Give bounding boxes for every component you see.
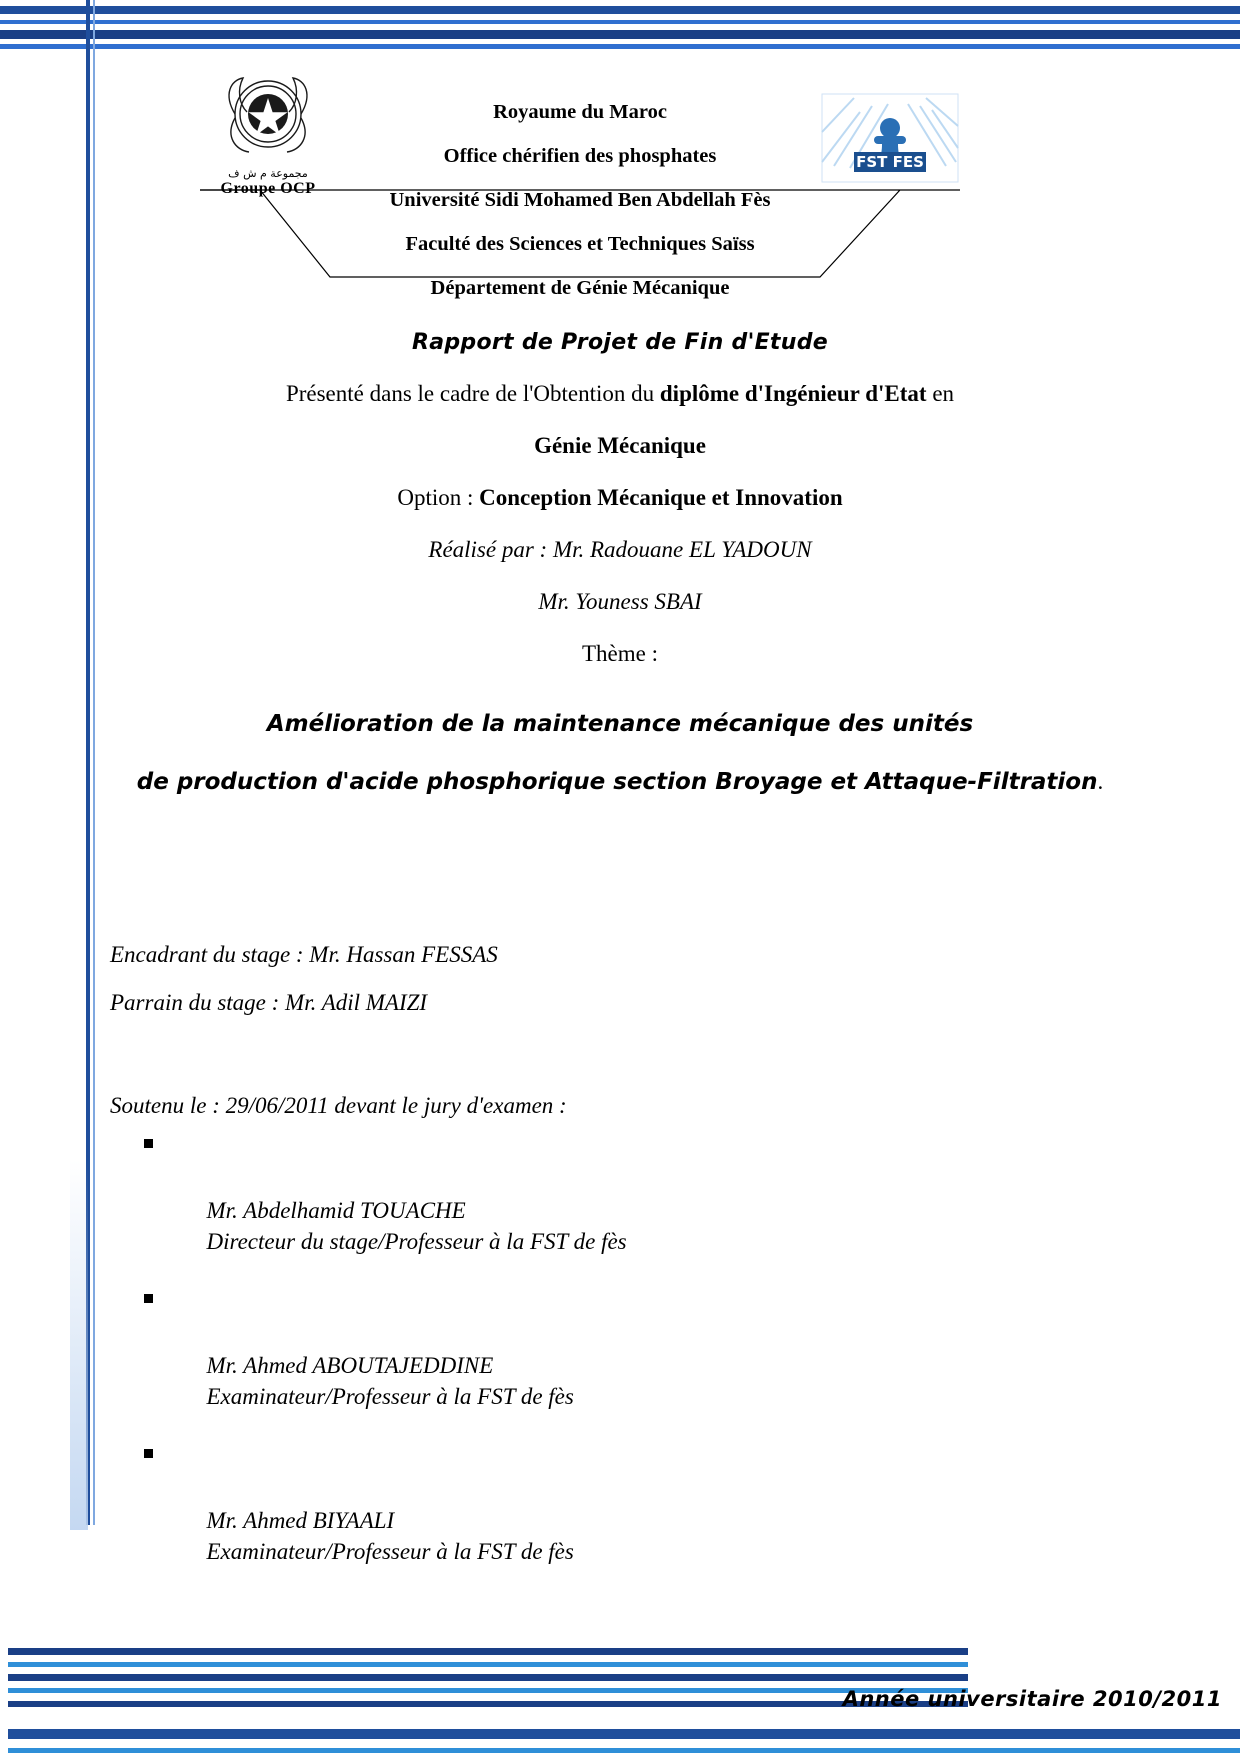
jury-member-name: Mr. Ahmed ABOUTAJEDDINE: [206, 1353, 494, 1378]
header-line-2: Office chérifien des phosphates: [443, 145, 717, 167]
list-item: [110, 1443, 1130, 1598]
author-line-2: Mr. Youness SBAI: [538, 589, 702, 614]
bullet-icon: [144, 1294, 153, 1303]
top-bar-4: [0, 44, 1240, 49]
header-line-4: Faculté des Sciences et Techniques Saïss: [405, 233, 755, 255]
presented-bold: diplôme d'Ingénieur d'Etat: [659, 381, 927, 406]
jury-member-name: Mr. Abdelhamid TOUACHE: [206, 1198, 466, 1223]
list-item: [110, 1133, 1130, 1288]
cover-content: [110, 330, 1130, 1598]
institution-header: [200, 62, 960, 307]
bottom-bar-4: [8, 1688, 968, 1693]
supervision-block: [110, 931, 1130, 1027]
bullet-icon: [144, 1139, 153, 1148]
jury-member-role: Directeur du stage/Professeur à la FST de fès: [206, 1229, 627, 1254]
option-line: [110, 485, 1130, 511]
presented-line: [110, 381, 1130, 407]
bottom-bar-5: [8, 1701, 968, 1707]
header-line-3: Université Sidi Mohamed Ben Abdellah Fès: [389, 189, 771, 211]
bottom-bar-3: [8, 1674, 968, 1681]
institution-header-lines: [200, 90, 960, 310]
report-kicker: Rapport de Projet de Fin d'Etude: [412, 330, 828, 355]
footer-academic-year: Année universitaire 2010/2011: [842, 1687, 1222, 1711]
encadrant-line: Encadrant du stage : Mr. Hassan FESSAS: [110, 942, 498, 967]
left-gradient-accent: [70, 1160, 88, 1530]
top-bar-3: [0, 30, 1240, 39]
jury-member-role: Examinateur/Professeur à la FST de fès: [206, 1539, 574, 1564]
bullet-icon: [144, 1449, 153, 1458]
top-bar-2: [0, 20, 1240, 24]
theme-title-period: .: [1097, 769, 1104, 794]
jury-member-name: Mr. Ahmed BIYAALI: [206, 1508, 395, 1533]
bottom-decorative-bars: [0, 1630, 1240, 1755]
bottom-bar-2: [8, 1662, 968, 1667]
header-line-1: Royaume du Maroc: [493, 101, 667, 123]
top-decorative-bars: [0, 0, 1240, 60]
option-value: Conception Mécanique et Innovation: [479, 485, 843, 510]
bottom-bar-6: [8, 1729, 1240, 1739]
ocp-logo-arabic: مجموعة م ش ف: [228, 167, 308, 180]
theme-label: Thème :: [582, 641, 658, 666]
ocp-logo-caption: Groupe OCP: [220, 180, 316, 197]
top-bar-1: [0, 6, 1240, 14]
jury-list: [110, 1133, 1130, 1598]
theme-title-line-1: Amélioration de la maintenance mécanique des unités: [266, 711, 974, 737]
fst-logo-caption: FST FES: [856, 153, 924, 171]
theme-title-line-2: de production d'acide phosphorique section Broyage et Attaque-Filtration: [136, 769, 1098, 795]
list-item: [110, 1288, 1130, 1443]
theme-title: [110, 695, 1130, 811]
presented-prefix: Présenté dans le cadre de l'Obtention du: [285, 381, 660, 406]
parrain-line: Parrain du stage : Mr. Adil MAIZI: [110, 990, 428, 1015]
bottom-bar-1: [8, 1648, 968, 1655]
presented-suffix: en: [926, 381, 955, 406]
bottom-bar-7: [8, 1748, 1240, 1753]
field-of-study: Génie Mécanique: [534, 433, 706, 458]
left-vertical-rule-secondary: [93, 0, 95, 1525]
option-label: Option :: [397, 485, 480, 510]
author-line-1: Réalisé par : Mr. Radouane EL YADOUN: [428, 537, 812, 562]
jury-member-role: Examinateur/Professeur à la FST de fès: [206, 1384, 574, 1409]
jury-intro: Soutenu le : 29/06/2011 devant le jury d'examen :: [110, 1093, 567, 1118]
header-line-5: Département de Génie Mécanique: [430, 277, 730, 299]
